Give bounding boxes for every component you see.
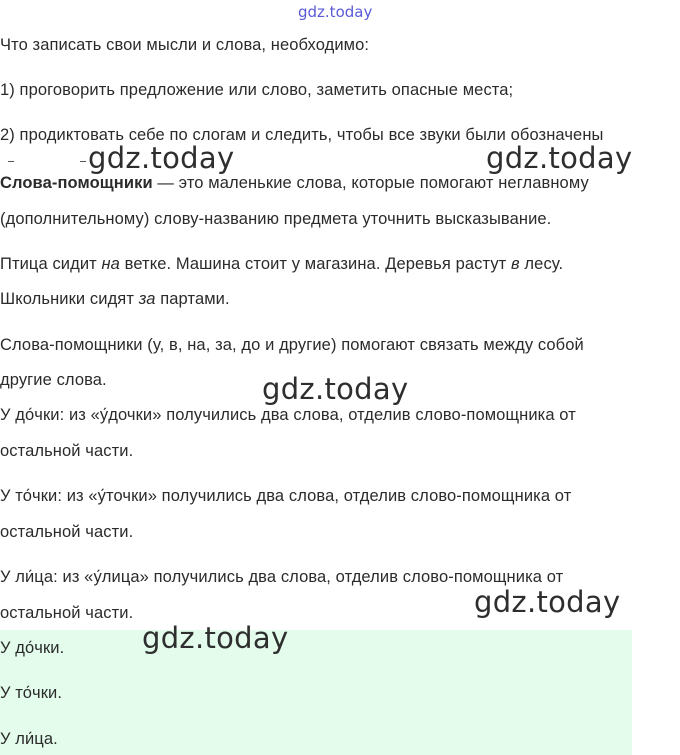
answer-3: У ли́ца. — [0, 730, 58, 748]
watermark: gdz.today — [142, 621, 289, 655]
example-text: Птица сидит — [0, 255, 102, 273]
answer-box — [0, 630, 632, 755]
explanation-2-line-1: У то́чки: из «у́точки» получились два слова, отделив слово-помощника от — [0, 487, 572, 505]
definition-rest: — это маленькие слова, которые помогают неглавному — [152, 174, 589, 192]
watermark: gdz.today — [474, 585, 621, 619]
explanation-3-line-1: У ли́ца: из «у́лица» получились два слова, отделив слово-помощника от — [0, 568, 564, 586]
definition-term: Слова-помощники — [0, 174, 153, 192]
example-sentence-1 — [0, 254, 563, 274]
watermark: gdz.today — [262, 372, 409, 406]
example-text: партами. — [155, 290, 230, 308]
helpers-line-2: другие слова. — [0, 371, 107, 389]
answer-1: У до́чки. — [0, 639, 65, 657]
dash-mark — [8, 161, 14, 162]
watermark: gdz.today — [486, 141, 633, 175]
definition-line-2: (дополнительному) слову-названию предмета уточнить высказывание. — [0, 210, 552, 228]
example-helper-word: в — [511, 255, 520, 273]
explanation-3-line-2: остальной части. — [0, 604, 134, 622]
helpers-line-1: Слова-помощники (у, в, на, за, до и другие) помогают связать между собой — [0, 336, 584, 354]
dash-mark — [80, 161, 86, 162]
explanation-1-line-1: У до́чки: из «у́дочки» получились два слова, отделив слово-помощника от — [0, 406, 576, 424]
example-sentence-2 — [0, 289, 230, 309]
step-2-text: 2) продиктовать себе по слогам и следить, чтобы все звуки были обозначены — [0, 126, 604, 144]
answer-2: У то́чки. — [0, 684, 63, 702]
example-text: Школьники сидят — [0, 290, 139, 308]
intro-text: Что записать свои мысли и слова, необходимо: — [0, 36, 370, 54]
example-helper-word: на — [101, 255, 120, 273]
example-text: лесу. — [519, 255, 564, 273]
step-1-text: 1) проговорить предложение или слово, заметить опасные места; — [0, 81, 514, 99]
explanation-2-line-2: остальной части. — [0, 523, 134, 541]
example-helper-word: за — [138, 290, 156, 308]
watermark: gdz.today — [88, 141, 235, 175]
definition-line-1 — [0, 173, 589, 193]
watermark-top: gdz.today — [298, 3, 373, 21]
explanation-1-line-2: остальной части. — [0, 442, 134, 460]
example-text: ветке. Машина стоит у магазина. Деревья растут — [119, 255, 512, 273]
